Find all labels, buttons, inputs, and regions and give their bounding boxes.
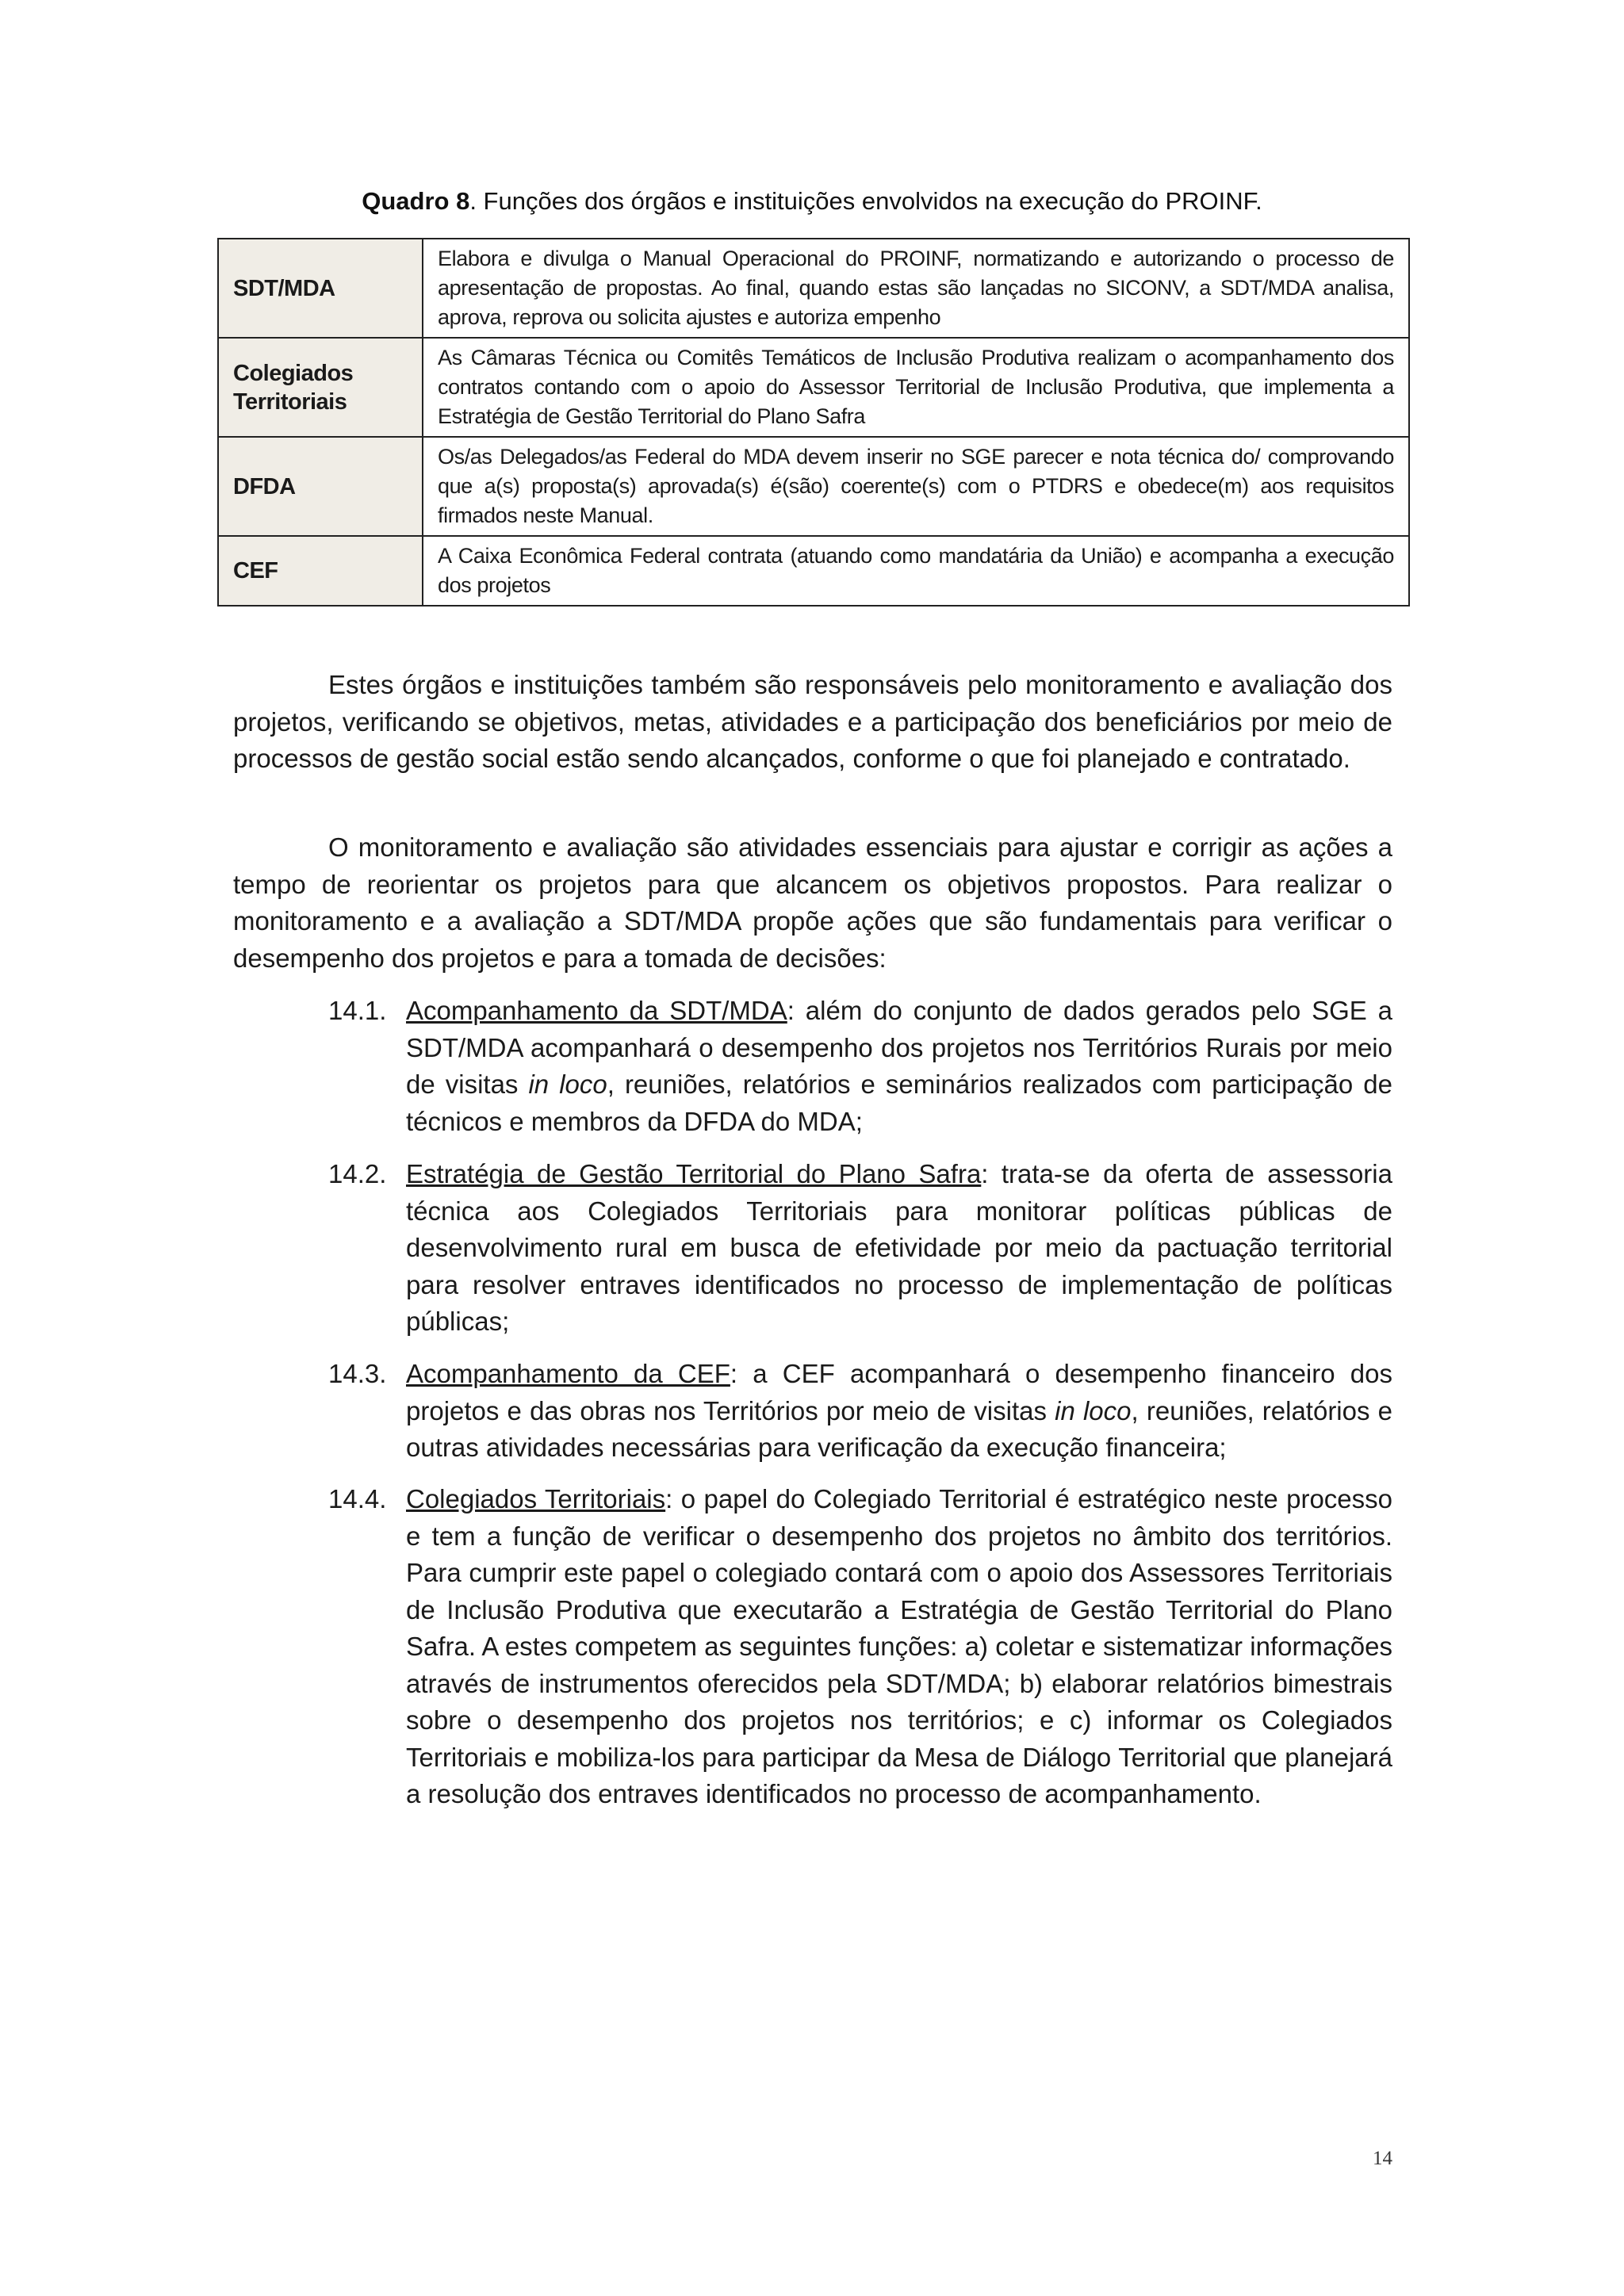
- table-row: [218, 239, 1409, 338]
- item-number: 14.2.: [328, 1159, 387, 1188]
- org-cell: Colegiados Territoriais: [218, 338, 423, 437]
- item-number: 14.3.: [328, 1359, 387, 1388]
- paragraph: Estes órgãos e instituições também são responsáveis pelo monitoramento e avaliação dos projetos, verificando se objetivos, metas, atividades e a participação dos beneficiários por meio de processos de gestão social estão sendo alcançados, conforme o que foi planejado e contratado.: [233, 670, 1392, 773]
- description-cell: Elabora e divulga o Manual Operacional do PROINF, normatizando e autorizando o processo de apresentação de propostas. Ao final, quando estas são lançadas no SICONV, a SDT/MDA analisa, aprova, reprova ou solicita ajustes e autoriza empenho: [423, 239, 1409, 338]
- item-title: Acompanhamento da SDT/MDA: [406, 996, 787, 1025]
- table-caption: [0, 187, 1624, 216]
- org-cell: SDT/MDA: [218, 239, 423, 338]
- item-body: : trata-se da oferta de assessoria técnica aos Colegiados Territoriais para monitorar políticas públicas de desenvolvimento rural em busca de efetividade por meio da pactuação territorial para resolver entraves identificados no processo de implementação de políticas públicas;: [406, 1159, 1392, 1336]
- paragraph: O monitoramento e avaliação são atividades essenciais para ajustar e corrigir as ações a tempo de reorientar os projetos para que alcancem os objetivos propostos. Para realizar o monitoramento e a avaliação a SDT/MDA propõe ações que são fundamentais para verificar o desempenho dos projetos e para a tomada de decisões:: [233, 832, 1392, 973]
- list-item: [328, 993, 1392, 1140]
- table-row: [218, 338, 1409, 437]
- list-item: [328, 1481, 1392, 1813]
- description-cell: Os/as Delegados/as Federal do MDA devem inserir no SGE parecer e nota técnica do/ comprovando que a(s) proposta(s) aprovada(s) é(são) coerente(s) com o PTDRS e obedece(m) aos requisitos firmados neste Manual.: [423, 437, 1409, 536]
- org-cell: CEF: [218, 536, 423, 606]
- item-text: [406, 1481, 1392, 1813]
- description-cell: A Caixa Econômica Federal contrata (atuando como mandatária da União) e acompanha a execução dos projetos: [423, 536, 1409, 606]
- list-item: [328, 1156, 1392, 1341]
- org-cell: DFDA: [218, 437, 423, 536]
- page-number: 14: [1373, 2148, 1392, 2169]
- caption-text: . Funções dos órgãos e instituições envolvidos na execução do PROINF.: [469, 187, 1262, 215]
- list-item: [328, 1356, 1392, 1467]
- item-body: : a CEF acompanhará o desempenho financeiro dos projetos e das obras nos Territórios por meio de visitas: [406, 1359, 1392, 1425]
- item-title: Estratégia de Gestão Territorial do Plano Safra: [406, 1159, 982, 1188]
- item-number: 14.1.: [328, 996, 387, 1025]
- item-number: 14.4.: [328, 1484, 387, 1513]
- table-row: [218, 437, 1409, 536]
- item-body: : o papel do Colegiado Territorial é estratégico neste processo e tem a função de verificar o desempenho dos projetos no âmbito dos territórios. Para cumprir este papel o colegiado contará com o apoio dos Assessores Territoriais de Inclusão Produtiva que executarão a Estratégia de Gestão Territorial do Plano Safra. A estes competem as seguintes funções: a) coletar e sistematizar informações através de instrumentos oferecidos pela SDT/MDA; b) elaborar relatórios bimestrais sobre o desempenho dos projetos nos territórios; e c) informar os Colegiados Territoriais e mobiliza-los para participar da Mesa de Diálogo Territorial que planejará a resolução dos entraves identificados no processo de acompanhamento.: [406, 1484, 1393, 1808]
- caption-label: Quadro 8: [362, 187, 470, 215]
- item-text: [406, 1356, 1392, 1467]
- item-text: [406, 1156, 1392, 1341]
- table-row: [218, 536, 1409, 606]
- item-title: Colegiados Territoriais: [406, 1484, 666, 1513]
- item-italic: in loco: [1055, 1395, 1132, 1425]
- item-body-end: , reuniões, relatórios e seminários realizados com participação de técnicos e membros da DFDA do MDA;: [406, 1070, 1392, 1136]
- item-title: Acompanhamento da CEF: [406, 1359, 730, 1388]
- description-cell: As Câmaras Técnica ou Comitês Temáticos de Inclusão Produtiva realizam o acompanhamento dos contratos contando com o apoio do Assessor Territorial de Inclusão Produtiva, que implementa a Estratégia de Gestão Territorial do Plano Safra: [423, 338, 1409, 437]
- item-body: : além do conjunto de dados gerados pelo SGE a SDT/MDA acompanhará o desempenho dos projetos nos Territórios Rurais por meio de visitas: [406, 996, 1392, 1099]
- functions-table: [217, 238, 1410, 607]
- item-italic: in loco: [528, 1070, 607, 1099]
- item-body-end: , reuniões, relatórios e outras atividades necessárias para verificação da execução financeira;: [406, 1395, 1392, 1462]
- item-text: [406, 993, 1392, 1140]
